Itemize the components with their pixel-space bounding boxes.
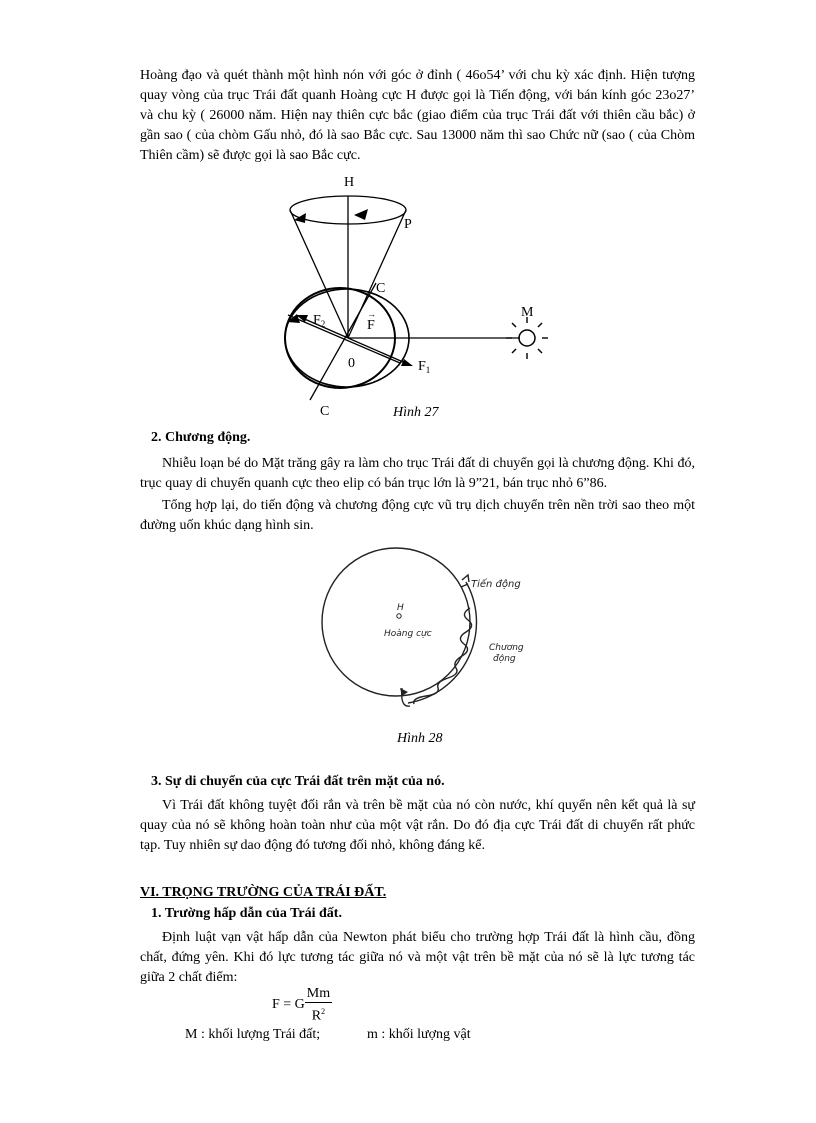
section-2-paragraph-2: Tổng hợp lại, do tiến động và chương động cực vũ trụ dịch chuyển trên nền trời sao theo một đường uốn khúc dạng hình sin.	[140, 498, 695, 533]
formula-denominator-wrap	[305, 1003, 332, 1025]
figure-27-precession-diagram	[270, 165, 570, 435]
label-chuong: Chương	[489, 643, 524, 653]
arrow-top-right-head	[354, 209, 368, 220]
label-dong: động	[493, 654, 516, 664]
label-F: F	[367, 318, 375, 333]
figure-28-nutation-diagram	[304, 540, 530, 720]
cone-right-edge	[348, 210, 406, 338]
force-F1-line	[348, 338, 410, 365]
section-3-paragraph: Vì Trái đất không tuyệt đối rắn và trên bề mặt của nó còn nước, khí quyển nên kết quả là sự quay của nó sẽ không hoàn toàn như của một vật rắn. Do đó địa cực Trái đất di chuyển rất phức tạp. Tuy nhiên sự dao động đó tương đối nhỏ, không đáng kể.	[140, 798, 695, 853]
definition-M: M : khối lượng Trái đất;	[185, 1027, 321, 1042]
formula-denominator: R	[311, 1008, 322, 1024]
definition-m: m : khối lượng vật	[367, 1027, 471, 1042]
label-tien-dong: Tiến động	[471, 579, 521, 590]
sun-M	[519, 330, 535, 346]
section-vi-paragraph: Định luật vạn vật hấp dẫn của Newton phát biểu cho trường hợp Trái đất là hình cầu, đồng chất, đứng yên. Khi đó lực tương tác giữa nó và một vật trên bề mặt của nó sẽ là lực tương tác giữa 2 chất điểm:	[140, 930, 695, 985]
formula-definitions	[185, 1027, 471, 1043]
formula-fraction	[305, 985, 332, 1025]
intro-paragraph: Hoàng đạo và quét thành một hình nón với góc ở đỉnh ( 46o54’ với chu kỳ xác định. Hiện tượng quay vòng của trục Trái đất quanh Hoàng cực H được gọi là Tiến động, với bán kính góc 23o27’ và chu kỳ ( 26000 năm. Hiện nay thiên cực bắc (giao điểm của trục Trái đất với thiên cầu bắc) ở gần sao ( của chòm Gấu nhỏ, đó là sao Bắc cực. Sau 13000 năm thì sao Chức nữ (sao ( của Chòm Thiên cầm) sẽ được gọi là sao Bắc cực.	[140, 68, 695, 163]
section-vi-sub-heading: 1. Trường hấp dẫn của Trái đất.	[151, 906, 342, 921]
pole-H-dot	[397, 614, 401, 618]
section-3-heading: 3. Sự di chuyển của cực Trái đất trên mặt của nó.	[151, 774, 445, 789]
label-H: H	[344, 175, 355, 190]
section-2-paragraph-1: Nhiễu loạn bé do Mặt trăng gây ra làm cho trục Trái đất di chuyển gọi là chương động. Khi đó, trục quay di chuyển quanh cực theo elip có bán trục lớn là 9”21, bán trục nhỏ 6”86.	[140, 456, 695, 491]
formula-numerator: Mm	[306, 986, 331, 1001]
gravitation-formula	[272, 985, 332, 1025]
label-C-top: C	[376, 281, 386, 296]
label-F-vector-arrow: →	[367, 309, 376, 319]
figure-27-caption: Hình 27	[393, 405, 439, 420]
label-P: P	[404, 217, 412, 232]
label-O: 0	[348, 356, 355, 371]
label-M: M	[521, 305, 534, 320]
label-H: H	[397, 603, 404, 613]
figure-28-caption: Hình 28	[397, 731, 443, 746]
formula-exponent: 2	[321, 1007, 326, 1016]
equator-line	[288, 315, 400, 363]
formula-lhs: F = G	[272, 997, 305, 1013]
label-F2: $F_2$	[313, 313, 326, 329]
section-2-heading: 2. Chương động.	[151, 430, 251, 445]
label-hoang-cuc: Hoàng cực	[384, 629, 432, 639]
label-F1: $F_1$	[418, 359, 431, 375]
section-vi-title: VI. TRỌNG TRƯỜNG CỦA TRÁI ĐẤT.	[140, 885, 387, 900]
label-C-bottom: C	[320, 404, 330, 419]
